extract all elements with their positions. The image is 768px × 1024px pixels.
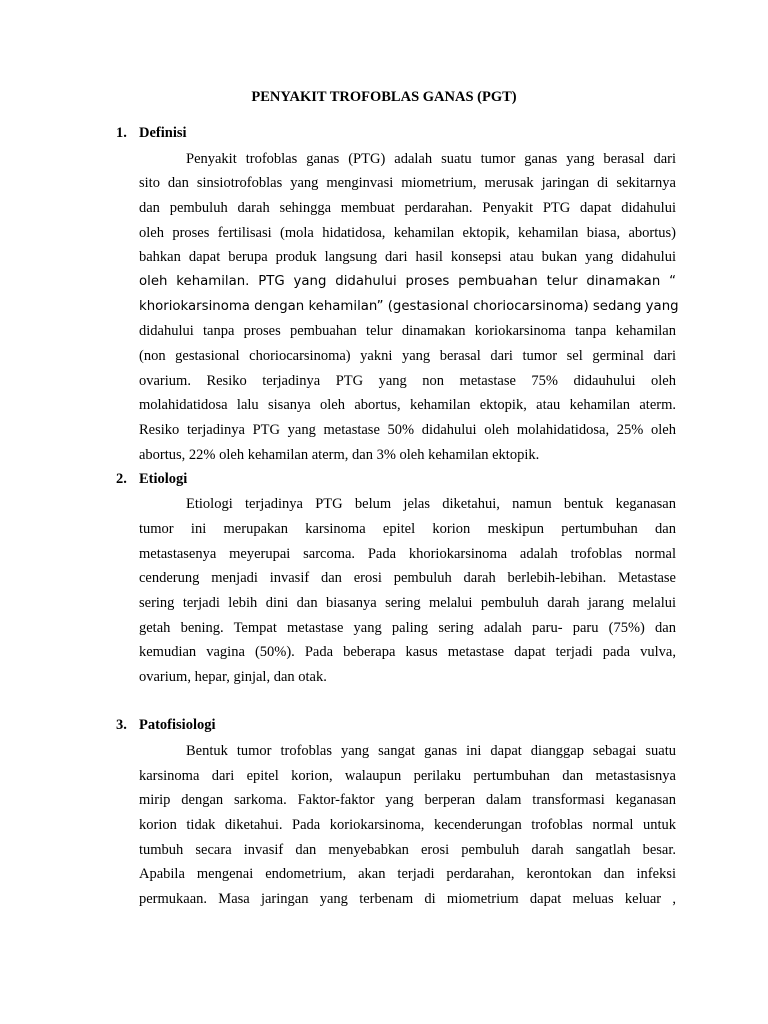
paragraph-line: mirip dengan sarkoma. Faktor-faktor yang berperan dalam transformasi keganasan <box>139 792 676 808</box>
section-number: 3. <box>116 717 127 733</box>
paragraph-line: dan pembuluh darah sehingga membuat perdarahan. Penyakit PTG dapat didahului <box>139 200 676 216</box>
paragraph-line: tumor ini merupakan karsinoma epitel korion meskipun pertumbuhan dan <box>139 521 676 537</box>
paragraph-line: oleh proses fertilisasi (mola hidatidosa, kehamilan ektopik, kehamilan biasa, abortus) <box>139 225 676 241</box>
paragraph-line: Penyakit trofoblas ganas (PTG) adalah suatu tumor ganas yang berasal dari <box>186 151 676 167</box>
paragraph-line: getah bening. Tempat metastase yang paling sering adalah paru- paru (75%) dan <box>139 620 676 636</box>
section-number: 1. <box>116 125 127 141</box>
paragraph-line: abortus, 22% oleh kehamilan aterm, dan 3% oleh kehamilan ektopik. <box>139 447 540 463</box>
paragraph-line: karsinoma dari epitel korion, walaupun perilaku pertumbuhan dan metastasisnya <box>139 768 676 784</box>
paragraph-line: Etiologi terjadinya PTG belum jelas diketahui, namun bentuk keganasan <box>186 496 676 512</box>
paragraph-line: ovarium. Resiko terjadinya PTG yang non metastase 75% didauhului oleh <box>139 373 676 389</box>
paragraph-line: Bentuk tumor trofoblas yang sangat ganas ini dapat dianggap sebagai suatu <box>186 743 676 759</box>
paragraph-line: korion tidak diketahui. Pada koriokarsinoma, kecenderungan trofoblas normal untuk <box>139 817 676 833</box>
section-heading: Definisi <box>139 125 187 141</box>
paragraph-line: oleh kehamilan. PTG yang didahului proses pembuahan telur dinamakan “ <box>139 274 676 289</box>
paragraph-line: molahidatidosa lalu sisanya oleh abortus, kehamilan ektopik, atau kehamilan aterm. <box>139 397 676 413</box>
section-number: 2. <box>116 471 127 487</box>
paragraph-line: sering terjadi lebih dini dan biasanya sering melalui pembuluh darah jarang melalui <box>139 595 676 611</box>
paragraph-line: cenderung menjadi invasif dan erosi pembuluh darah berlebih-lebihan. Metastase <box>139 570 676 586</box>
document-title: PENYAKIT TROFOBLAS GANAS (PGT) <box>251 89 517 105</box>
paragraph-line: Apabila mengenai endometrium, akan terjadi perdarahan, kerontokan dan infeksi <box>139 866 676 882</box>
paragraph-line: kemudian vagina (50%). Pada beberapa kasus metastase dapat terjadi pada vulva, <box>139 644 676 660</box>
paragraph-line: permukaan. Masa jaringan yang terbenam di miometrium dapat meluas keluar , <box>139 891 676 907</box>
paragraph-line: metastasenya meyerupai sarcoma. Pada khoriokarsinoma adalah trofoblas normal <box>139 546 676 562</box>
paragraph-line: bahkan dapat berupa produk langsung dari hasil konsepsi atau bukan yang didahului <box>139 249 676 265</box>
section-heading: Etiologi <box>139 471 188 487</box>
paragraph-line: tumbuh secara invasif dan menyebabkan erosi pembuluh darah sangatlah besar. <box>139 842 676 858</box>
section-heading: Patofisiologi <box>139 717 216 733</box>
paragraph-line: ovarium, hepar, ginjal, dan otak. <box>139 669 327 685</box>
paragraph-line: sito dan sinsiotrofoblas yang menginvasi miometrium, merusak jaringan di sekitarnya <box>139 175 676 191</box>
paragraph-line: khoriokarsinoma dengan kehamilan” (gestasional choriocarsinoma) sedang yang <box>139 299 679 314</box>
paragraph-line: Resiko terjadinya PTG yang metastase 50% didahului oleh molahidatidosa, 25% oleh <box>139 422 676 438</box>
paragraph-line: (non gestasional choriocarsinoma) yakni yang berasal dari tumor sel germinal dari <box>139 348 676 364</box>
paragraph-line: didahului tanpa proses pembuahan telur dinamakan koriokarsinoma tanpa kehamilan <box>139 323 676 339</box>
